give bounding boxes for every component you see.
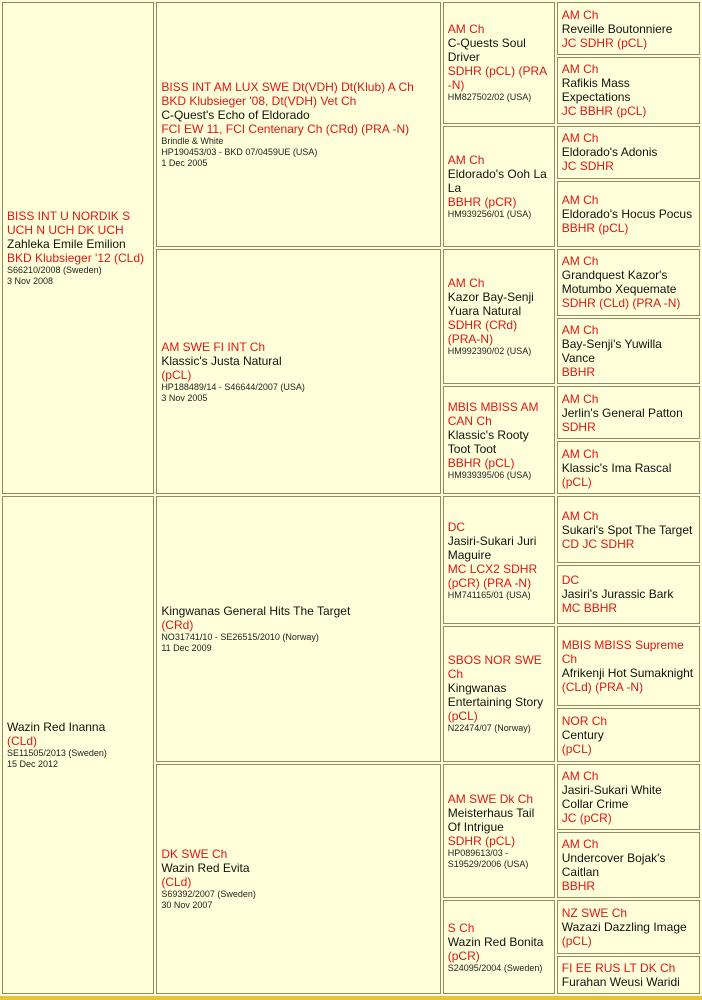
pedigree-cell-g4-4 <box>557 181 700 247</box>
dog-health-titles: (CLd) <box>161 874 192 889</box>
dog-titles: AM Ch <box>447 152 485 167</box>
dog-name: Jasiri-Sukari Juri Maguire <box>447 533 537 562</box>
dog-registration-info: Brindle & White <box>161 136 224 147</box>
pedigree-cell-g4-14 <box>557 832 700 898</box>
pedigree-cell-g4-2 <box>557 57 700 123</box>
dog-health-titles: BKD Klubsieger '12 (CLd) <box>7 251 145 266</box>
dog-health-titles: (pCL) <box>561 934 592 949</box>
pedigree-cell-g3-6 <box>443 626 555 762</box>
dog-titles: NZ SWE Ch <box>561 906 628 921</box>
dog-name: Grandquest Kazor's Motumbo Xequemate <box>561 268 677 297</box>
dog-name: Eldorado's Adonis <box>561 145 658 160</box>
dog-registration-info: 15 Dec 2012 <box>7 759 59 770</box>
dog-name: Wazazi Dazzling Image <box>561 920 687 935</box>
dog-health-titles: (pCL) <box>447 709 478 724</box>
dog-health-titles: (pCL) <box>161 367 192 382</box>
dog-name: C-Quests Soul Driver <box>447 36 526 65</box>
dog-health-titles: BBHR (pCL) <box>561 221 629 236</box>
pedigree-cell-g2-2 <box>156 249 440 494</box>
dog-registration-info: SE11505/2013 (Sweden) <box>7 748 107 759</box>
dog-name: Furahan Weusi Waridi <box>561 974 680 989</box>
bottom-border-bar <box>0 996 702 1000</box>
dog-name: C-Quest's Echo of Eldorado <box>161 108 310 123</box>
pedigree-cell-g4-11 <box>557 626 700 706</box>
dog-name: Kingwanas General Hits The Target <box>161 604 351 619</box>
dog-name: Jerlin's General Patton <box>561 405 683 420</box>
dog-health-titles: BBHR <box>561 879 596 894</box>
dog-titles: AM Ch <box>561 62 599 77</box>
dog-titles: AM Ch <box>561 391 599 406</box>
dog-registration-info: HP190453/03 - BKD 07/0459UE (USA) <box>161 147 318 158</box>
pedigree-cell-g2-1 <box>156 2 440 247</box>
dog-health-titles: (pCR) <box>447 948 480 963</box>
dog-titles: S Ch <box>447 920 475 935</box>
dog-registration-info: 11 Dec 2009 <box>161 643 212 654</box>
dog-health-titles: FCI EW 11, FCI Centenary Ch (CRd) (PRA -N) <box>161 122 410 137</box>
dog-health-titles: SDHR (CLd) (PRA -N) <box>561 296 681 311</box>
dog-health-titles: BBHR <box>561 364 596 379</box>
dog-health-titles: JC BBHR (pCL) <box>561 104 647 119</box>
dog-titles: AM Ch <box>447 276 485 291</box>
dog-titles: AM Ch <box>561 322 599 337</box>
dog-titles: AM Ch <box>561 7 599 22</box>
dog-health-titles: CD JC SDHR <box>561 536 635 551</box>
dog-health-titles: JC (pCR) <box>561 810 612 825</box>
dog-health-titles: JC SDHR (pCL) <box>561 35 648 50</box>
dog-name: Wazin Red Evita <box>161 860 250 875</box>
dog-registration-info: HP188489/14 - S46644/2007 (USA) <box>161 381 305 392</box>
dog-name: Klassic's Rooty Toot Toot <box>447 427 529 456</box>
dog-titles: AM Ch <box>561 193 599 208</box>
dog-titles: SBOS NOR SWE Ch <box>447 653 542 682</box>
dog-titles: DC <box>447 519 466 534</box>
pedigree-cell-g4-15 <box>557 900 700 953</box>
pedigree-cell-g4-10 <box>557 565 700 624</box>
dog-registration-info: S24095/2004 (Sweden) <box>447 962 543 973</box>
dog-titles: BISS INT U NORDIK S UCH N UCH DK UCH <box>7 209 131 238</box>
dog-titles: DC <box>561 573 580 588</box>
pedigree-cell-g3-3 <box>443 249 555 384</box>
dog-registration-info: 3 Nov 2008 <box>7 276 54 287</box>
dog-name: Wazin Red Bonita <box>447 934 544 949</box>
dog-registration-info: HM992390/02 (USA) <box>447 346 532 357</box>
dog-name: Kingwanas Entertaining Story <box>447 681 544 710</box>
dog-health-titles: (CLd) <box>7 734 38 749</box>
dog-health-titles: BBHR (pCR) <box>447 194 517 209</box>
pedigree-cell-g4-16 <box>557 956 700 994</box>
dog-health-titles: (CRd) <box>161 618 194 633</box>
dog-name: Afrikenji Hot Sumaknight <box>561 666 694 681</box>
dog-titles: AM Ch <box>561 254 599 269</box>
dog-name: Klassic's Justa Natural <box>161 353 282 368</box>
dog-registration-info: 30 Nov 2007 <box>161 899 213 910</box>
dog-health-titles: BBHR (pCL) <box>447 455 515 470</box>
dog-name: Century <box>561 728 604 743</box>
pedigree-cell-g3-7 <box>443 764 555 899</box>
dog-registration-info: NO31741/10 - SE26515/2010 (Norway) <box>161 632 319 643</box>
dog-health-titles: MC BBHR <box>561 601 618 616</box>
dog-name: Meisterhaus Tail Of Intrigue <box>447 806 535 835</box>
dog-name: Reveille Boutonniere <box>561 21 673 36</box>
dog-name: Kazor Bay-Senji Yuara Natural <box>447 290 534 319</box>
pedigree-cell-g2-4 <box>156 764 440 994</box>
dog-titles: BISS INT AM LUX SWE Dt(VDH) Dt(Klub) A Ch <box>161 80 414 95</box>
dog-name: Wazin Red Inanna <box>7 720 106 735</box>
dog-titles: NOR Ch <box>561 714 608 729</box>
pedigree-cell-g3-2 <box>443 126 555 248</box>
dog-titles: AM Ch <box>561 837 599 852</box>
pedigree-cell-g3-4 <box>443 386 555 495</box>
dog-registration-info: 3 Nov 2005 <box>161 392 208 403</box>
dog-registration-info: S69392/2007 (Sweden) <box>161 888 256 899</box>
dog-health-titles: SDHR <box>561 419 596 434</box>
dog-health-titles: JC SDHR <box>561 159 614 174</box>
dog-registration-info: HM939256/01 (USA) <box>447 208 532 219</box>
dog-name: Klassic's Ima Rascal <box>561 460 672 475</box>
dog-titles: DK SWE Ch <box>161 846 228 861</box>
dog-health-titles: (pCL) <box>561 742 592 757</box>
dog-health-titles: SDHR (pCL) (PRA -N) <box>447 64 547 93</box>
pedigree-cell-g4-13 <box>557 764 700 830</box>
dog-name: Zahleka Emile Emilion <box>7 237 126 252</box>
pedigree-cell-g1-2 <box>2 496 154 994</box>
dog-health-titles: SDHR (pCL) <box>447 834 516 849</box>
dog-titles: AM Ch <box>561 768 599 783</box>
dog-name: Eldorado's Hocus Pocus <box>561 207 693 222</box>
dog-name: Undercover Bojak's Caitlan <box>561 851 666 880</box>
pedigree-cell-g4-8 <box>557 441 700 494</box>
dog-titles: AM Ch <box>561 446 599 461</box>
dog-titles: AM SWE FI INT Ch <box>161 339 266 354</box>
dog-health-titles: SDHR (CRd) (PRA-N) <box>447 318 518 347</box>
pedigree-cell-g4-9 <box>557 496 700 562</box>
pedigree-cell-g3-1 <box>443 2 555 124</box>
pedigree-cell-g2-3 <box>156 496 440 761</box>
pedigree-cell-g1-1 <box>2 2 154 494</box>
dog-name: Eldorado's Ooh La La <box>447 166 547 195</box>
dog-titles: MBIS MBISS AM CAN Ch <box>447 399 539 428</box>
dog-health-titles: (CLd) (PRA -N) <box>561 680 644 695</box>
dog-titles: AM Ch <box>561 508 599 523</box>
dog-titles: BKD Klubsieger '08, Dt(VDH) Vet Ch <box>161 94 357 109</box>
dog-titles: MBIS MBISS Supreme Ch <box>561 638 684 667</box>
dog-name: Sukari's Spot The Target <box>561 522 693 537</box>
dog-registration-info: HP089613/03 - S19529/2006 (USA) <box>447 848 529 870</box>
dog-name: Bay-Senji's Yuwilla Vance <box>561 336 662 365</box>
dog-registration-info: 1 Dec 2005 <box>161 158 208 169</box>
dog-registration-info: HM741165/01 (USA) <box>447 589 531 600</box>
dog-name: Rafikis Mass Expectations <box>561 76 631 105</box>
dog-titles: AM Ch <box>447 22 485 37</box>
dog-name: Jasiri's Jurassic Bark <box>561 587 674 602</box>
dog-registration-info: HM827502/02 (USA) <box>447 92 532 103</box>
pedigree-cell-g4-6 <box>557 318 700 384</box>
dog-registration-info: N22474/07 (Norway) <box>447 723 531 734</box>
pedigree-cell-g3-8 <box>443 900 555 994</box>
pedigree-cell-g3-5 <box>443 496 555 624</box>
pedigree-cell-g4-3 <box>557 126 700 179</box>
pedigree-cell-g4-1 <box>557 2 700 55</box>
dog-registration-info: S66210/2008 (Sweden) <box>7 265 102 276</box>
dog-health-titles: (pCL) <box>561 474 592 489</box>
dog-name: Jasiri-Sukari White Collar Crime <box>561 782 662 811</box>
dog-health-titles: MC LCX2 SDHR (pCR) (PRA -N) <box>447 561 538 590</box>
dog-titles: AM SWE Dk Ch <box>447 792 534 807</box>
pedigree-cell-g4-7 <box>557 386 700 439</box>
dog-registration-info: HM939395/06 (USA) <box>447 469 532 480</box>
dog-titles: AM Ch <box>561 131 599 146</box>
dog-titles: FI EE RUS LT DK Ch <box>561 960 676 975</box>
pedigree-cell-g4-12 <box>557 708 700 761</box>
pedigree-cell-g4-5 <box>557 249 700 315</box>
